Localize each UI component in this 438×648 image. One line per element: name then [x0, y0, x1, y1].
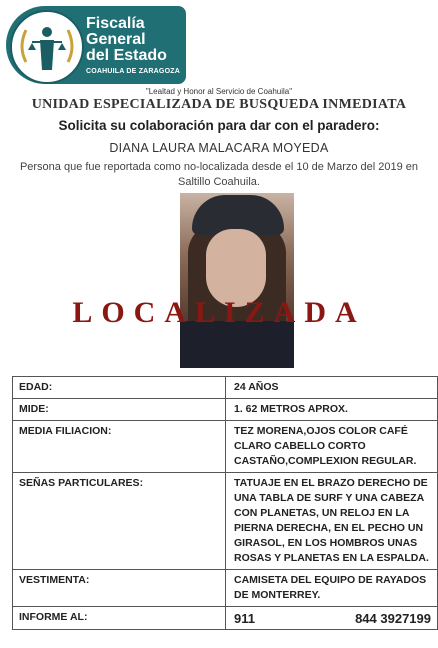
emergency-phone[interactable]: 911 — [234, 611, 255, 626]
person-photo — [180, 193, 294, 368]
contact-label: INFORME AL: — [13, 607, 226, 630]
state-name: COAHUILA DE ZARAGOZA — [86, 68, 180, 75]
row-value: 24 AÑOS — [226, 377, 438, 399]
fiscalia-logo — [6, 6, 186, 84]
row-label: SEÑAS PARTICULARES: — [13, 473, 226, 570]
table-row — [13, 421, 438, 473]
row-value: TEZ MORENA,OJOS COLOR CAFÉ CLARO CABELLO CORTO CASTAÑO,COMPLEXION REGULAR. — [226, 421, 438, 473]
table-row — [13, 607, 438, 630]
request-heading: Solicita su colaboración para dar con el paradero: — [58, 118, 380, 133]
table-row — [13, 399, 438, 421]
row-label: MEDIA FILIACION: — [13, 421, 226, 473]
motto: "Lealtad y Honor al Servicio de Coahuila" — [145, 87, 293, 96]
unit-title: UNIDAD ESPECIALIZADA DE BUSQUEDA INMEDIATA — [31, 97, 407, 112]
row-value: 1. 62 METROS APROX. — [226, 399, 438, 421]
row-label: MIDE: — [13, 399, 226, 421]
table-row — [13, 473, 438, 570]
info-table — [12, 376, 438, 630]
row-label: VESTIMENTA: — [13, 570, 226, 607]
row-label: EDAD: — [13, 377, 226, 399]
status-stamp: LOCALIZADA — [72, 296, 366, 329]
table-row — [13, 570, 438, 607]
row-value: TATUAJE EN EL BRAZO DERECHO DE UNA TABLA DE SURF Y UNA CABEZA CON PLANETAS, UN RELOJ EN LA PIERNA DERECHA, EN EL PECHO UN GIRASOL, EN LOS HOMBROS UNAS ROSAS Y PLANETAS EN LA ESPALDA. — [226, 473, 438, 570]
org-name: Fiscalía General del Estado — [86, 15, 167, 64]
row-value: CAMISETA DEL EQUIPO DE RAYADOS DE MONTERREY. — [226, 570, 438, 607]
table-row — [13, 377, 438, 399]
person-name: DIANA LAURA MALACARA MOYEDA — [109, 141, 329, 155]
justice-seal-icon — [10, 10, 84, 84]
report-description: Persona que fue reportada como no-localizada desde el 10 de Marzo del 2019 en Saltillo Coahuila. — [19, 161, 419, 188]
contact-value — [226, 607, 438, 630]
contact-phone[interactable]: 844 3927199 — [355, 611, 431, 626]
